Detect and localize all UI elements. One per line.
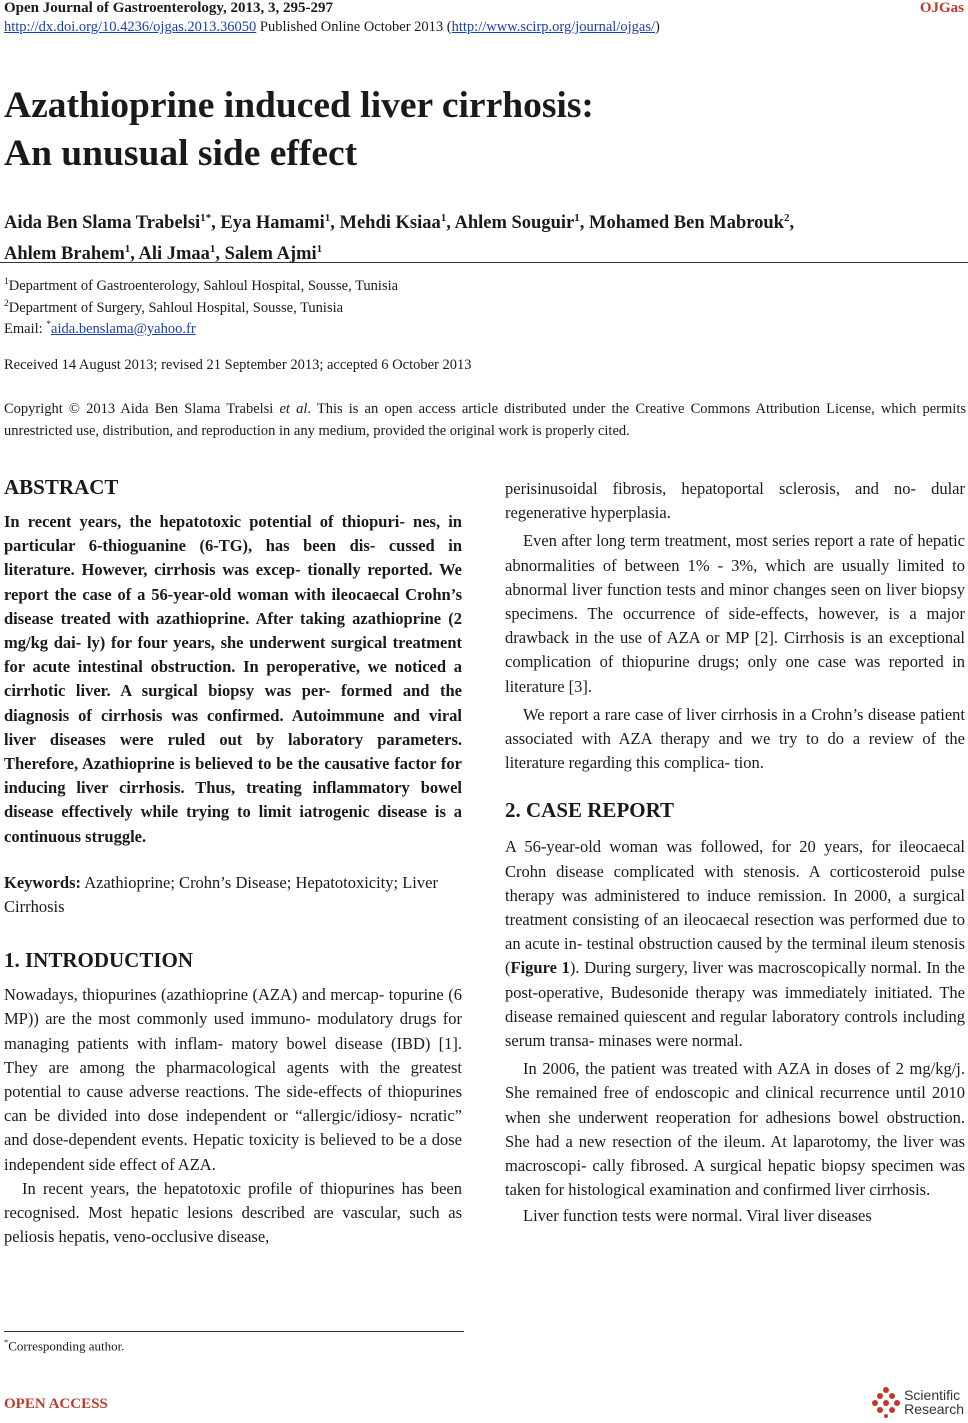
journal-abbrev: OJGas (919, 0, 964, 16)
author-sep: , (211, 213, 221, 234)
author-sup: 1 (209, 243, 216, 256)
footnote (4, 1337, 125, 1354)
author-sup: 2 (783, 212, 790, 224)
intro-heading: 1. INTRODUCTION (4, 948, 194, 973)
author-name: Ali Jmaa (138, 244, 210, 265)
author-sup: 1 (316, 243, 323, 256)
case-paragraph-2: In 2006, the patient was treated with AZA in doses of 2 mg/kg/j. She remained free of endoscopic and clinical recurrence until 2010 when she underwent reoperation for adhesions bowel obstruction. She had a new resection of the ileum. At laparotomy, the liver was macroscopi- cally fibrosed. A surgical hepatic biopsy specimen was taken for histological examination and confirmed liver cirrhosis. (505, 1059, 965, 1200)
email-line (4, 315, 196, 339)
article-dates: Received 14 August 2013; revised 21 September 2013; accepted 6 October 2013 (4, 357, 472, 373)
copyright-post: . This is an open access article distributed under the Creative Commons Attribution License, which permits unrestricted use, distribution, and reproduction in any medium, provided the original work is properly cited. (4, 401, 966, 439)
author-sep: , (446, 213, 455, 234)
logo-line-1: Scientific (904, 1387, 961, 1403)
publisher-logo (871, 1386, 964, 1418)
journal-citation: Open Journal of Gastroenterology, 2013, 3, 295-297 (4, 0, 334, 16)
author-list (4, 205, 964, 267)
intro-paragraph-4: Even after long term treatment, most series report a rate of hepatic abnormalities of between 1% - 3%, which are usually limited to abnormal liver function tests and minor changes seen on liver biopsy specimens. The occurrence of side-effects, however, is a major drawback in the use of AZA or MP [2]. Cirrhosis is an exceptional complication of thiopurine drugs; only one case was reported in literature [3]. (505, 531, 965, 696)
case-p1-start: A 56-year-old woman was followed, for 20 years, for ileocaecal Crohn disease complicated with stenosis. A corticosteroid pulse therapy was administered to induce remission. In 2000, a surgical treatment consisting of an ileocaecal resection was performed due to an acute in- testinal obstruction caused by the terminal ileum stenosis ( (505, 837, 965, 978)
author-name: Aida Ben Slama Trabelsi (4, 213, 201, 234)
affiliation-text: Department of Surgery, Sahloul Hospital, Sousse, Tunisia (8, 299, 344, 316)
author-name: Salem Ajmi (224, 244, 317, 265)
logo-text (904, 1388, 964, 1416)
title-line-2: An unusual side effect (4, 133, 358, 174)
affiliation-text: Department of Gastroenterology, Sahloul Hospital, Sousse, Tunisia (8, 277, 399, 294)
copyright-pre: Copyright © 2013 Aida Ben Slama Trabelsi (4, 401, 280, 417)
intro-paragraph-1: Nowadays, thiopurines (azathioprine (AZA) and mercap- topurine (6 MP)) are the most commonly used immuno- modulatory drugs for managing patients with inflam- matory bowel disease (IBD) [1]. They are among the pharmacological agents with the greatest potential to cause adverse reactions. The side-effects of thiopurines can be divided into dose independent or “allergic/idiosy- ncratic” and dose-dependent events. Hepatic toxicity is believed to be a dose independent side effect of AZA. (4, 985, 462, 1174)
author-sep: , (789, 213, 795, 234)
email-link[interactable]: aida.benslama@yahoo.fr (51, 320, 196, 337)
keywords-label: Keywords: (4, 872, 81, 892)
header-divider (0, 262, 968, 263)
affiliation-1 (4, 272, 398, 296)
footnote-divider (4, 1331, 464, 1332)
affiliation-sup: 1 (4, 277, 9, 287)
footnote-sup: * (4, 1337, 9, 1347)
case-paragraph-3: Liver function tests were normal. Viral liver diseases (523, 1206, 872, 1226)
author-sep: , (330, 213, 340, 234)
intro-paragraph-5: We report a rare case of liver cirrhosis in a Crohn’s disease patient associated with AZA therapy and we try to do a review of the literature regarding this complica- tion. (505, 704, 965, 773)
author-sup: 1 (124, 243, 131, 256)
copyright-notice (4, 398, 966, 442)
author-name: Ahlem Souguir (454, 213, 575, 234)
case-paragraph-1 (505, 835, 965, 1053)
journal-link[interactable]: http://www.scirp.org/journal/ojgas/ (451, 19, 655, 35)
intro-paragraph-3: perisinusoidal fibrosis, hepatoportal sclerosis, and no- dular regenerative hyperplasia. (505, 479, 965, 523)
keywords (4, 871, 462, 919)
figure-ref: Figure 1 (510, 958, 570, 978)
doi-line (4, 19, 660, 36)
author-sup: 1 (574, 212, 580, 224)
scientific-research-logo-icon (871, 1386, 901, 1418)
case-p1-end: ). During surgery, liver was macroscopically normal. In the post-operative, Budesonide therapy was immediately initiated. The disease remained quiescent and regular laboratory controls including serum transa- minases were normal. (505, 958, 965, 1051)
author-name: Mehdi Ksiaa (339, 213, 441, 234)
footnote-text: Corresponding author. (8, 1338, 125, 1354)
author-sup: 1* (200, 212, 212, 224)
open-access-label: OPEN ACCESS (4, 1396, 108, 1412)
author-sep: , (215, 244, 225, 265)
article-title (4, 82, 594, 178)
email-label: Email: (4, 320, 47, 337)
logo-line-2: Research (904, 1401, 964, 1417)
email-sup: * (46, 320, 52, 330)
author-sup: 1 (324, 212, 331, 224)
author-name: Mohamed Ben Mabrouk (589, 213, 784, 234)
author-sep: , (579, 213, 589, 234)
author-sep: , (130, 244, 139, 265)
keywords-text: Azathioprine; Crohn’s Disease; Hepatotoxicity; Liver Cirrhosis (4, 872, 438, 917)
author-name: Eya Hamami (220, 213, 325, 234)
affiliation-sup: 2 (4, 299, 9, 309)
abstract-text: In recent years, the hepatotoxic potential of thiopuri- nes, in particular 6-thioguanine (6-TG), has been dis- cussed in literature. However, cirrhosis was excep- tionally reported. We report the case of a 56-year-old woman with ileocaecal Crohn’s disease treated with azathioprine. After taking azathioprine (2 mg/kg dai- ly) for four years, she underwent surgical treatment for acute intestinal obstruction. In peroperative, we noticed a cirrhotic liver. A surgical biopsy was per- formed and the diagnosis of cirrhosis was confirmed. Autoimmune and viral liver diseases were ruled out by laboratory parameters. Therefore, Azathioprine is believed to be the causative factor for inducing liver cirrhosis. Thus, treating inflammatory bowel disease effectively while trying to limit iatrogenic disease is a continuous struggle. (4, 512, 462, 846)
copyright-etal: et al (279, 401, 308, 417)
author-name: Ahlem Brahem (4, 244, 125, 265)
case-heading: 2. CASE REPORT (505, 798, 675, 823)
intro-paragraph-2: In recent years, the hepatotoxic profile of thiopurines has been recognised. Most hepatic lesions described are vascular, such as peliosis hepatis, veno-occlusive disease, (4, 1178, 462, 1247)
right-column (505, 477, 965, 1229)
title-line-1: Azathioprine induced liver cirrhosis: (4, 85, 594, 126)
doi-link[interactable]: http://dx.doi.org/10.4236/ojgas.2013.36050 (4, 19, 257, 35)
left-column (4, 472, 462, 1249)
author-sup: 1 (440, 212, 447, 224)
close-paren: ) (655, 19, 660, 35)
abstract-heading: ABSTRACT (4, 475, 119, 499)
published-text: Published Online October 2013 ( (256, 19, 452, 35)
